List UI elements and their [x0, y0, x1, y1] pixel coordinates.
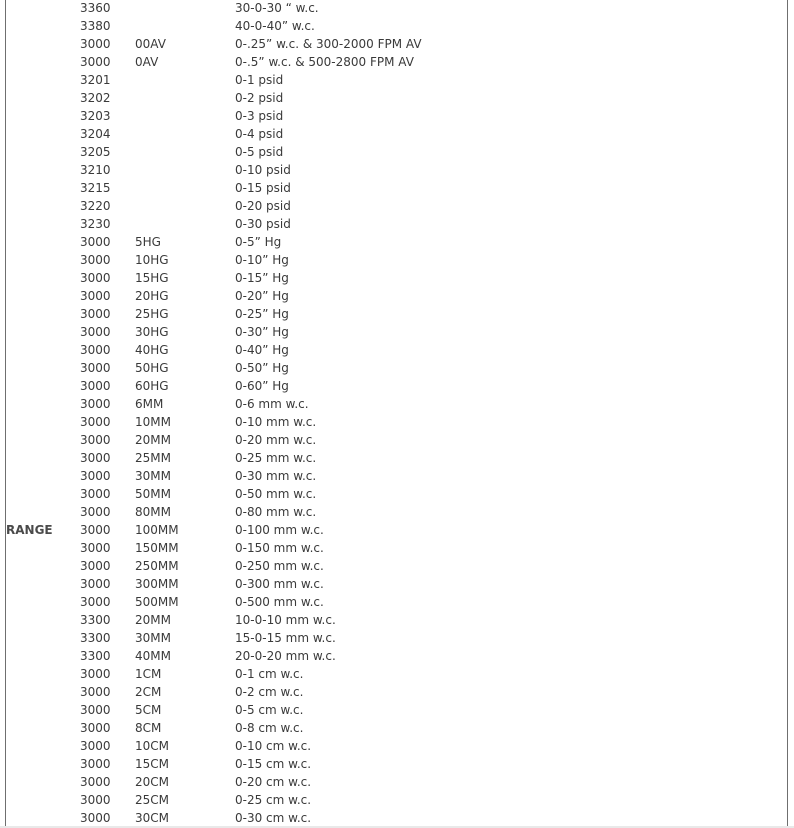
model-number-cell: 3380 [80, 19, 111, 33]
table-row [0, 323, 794, 341]
model-number-cell: 3205 [80, 145, 111, 159]
model-number-cell: 3000 [80, 793, 111, 807]
range-code-cell: 80MM [135, 505, 171, 519]
table-row [0, 161, 794, 179]
range-value-cell: 0-3 psid [235, 109, 284, 123]
range-code-cell: 20HG [135, 289, 169, 303]
model-number-cell: 3202 [80, 91, 111, 105]
table-row [0, 251, 794, 269]
table-row [0, 197, 794, 215]
model-number-cell: 3000 [80, 55, 111, 69]
table-row [0, 143, 794, 161]
table-row [0, 449, 794, 467]
table-row [0, 107, 794, 125]
table-row [0, 395, 794, 413]
range-value-cell: 0-25” Hg [235, 307, 289, 321]
model-number-cell: 3000 [80, 253, 111, 267]
model-number-cell: 3000 [80, 739, 111, 753]
table-row [0, 413, 794, 431]
range-code-cell: 00AV [135, 37, 166, 51]
table-row [0, 233, 794, 251]
range-value-cell: 0-2 cm w.c. [235, 685, 304, 699]
range-code-cell: 250MM [135, 559, 179, 573]
range-value-cell: 0-80 mm w.c. [235, 505, 317, 519]
range-value-cell: 0-50” Hg [235, 361, 289, 375]
table-row [0, 125, 794, 143]
range-value-cell: 0-40” Hg [235, 343, 289, 357]
range-value-cell: 0-2 psid [235, 91, 284, 105]
table-row [0, 647, 794, 665]
table-row [0, 809, 794, 827]
range-value-cell: 0-5 psid [235, 145, 284, 159]
range-code-cell: 10MM [135, 415, 171, 429]
model-number-cell: 3000 [80, 541, 111, 555]
table-row [0, 791, 794, 809]
table-row [0, 467, 794, 485]
range-value-cell: 0-20 mm w.c. [235, 433, 317, 447]
range-code-cell: 50HG [135, 361, 169, 375]
range-value-cell: 15-0-15 mm w.c. [235, 631, 336, 645]
range-value-cell: 40-0-40” w.c. [235, 19, 315, 33]
model-number-cell: 3000 [80, 37, 111, 51]
model-number-cell: 3000 [80, 235, 111, 249]
table-row [0, 593, 794, 611]
range-section-label: RANGE [6, 523, 53, 537]
table-row [0, 629, 794, 647]
model-number-cell: 3000 [80, 811, 111, 825]
model-number-cell: 3300 [80, 631, 111, 645]
range-value-cell: 0-20” Hg [235, 289, 289, 303]
table-row [0, 557, 794, 575]
range-value-cell: 0-10 psid [235, 163, 291, 177]
table-row [0, 485, 794, 503]
range-value-cell: 20-0-20 mm w.c. [235, 649, 336, 663]
model-number-cell: 3000 [80, 685, 111, 699]
range-value-cell: 0-15 cm w.c. [235, 757, 312, 771]
range-code-cell: 15CM [135, 757, 170, 771]
range-value-cell: 0-.5” w.c. & 500-2800 FPM AV [235, 55, 414, 69]
range-value-cell: 0-60” Hg [235, 379, 289, 393]
range-value-cell: 0-.25” w.c. & 300-2000 FPM AV [235, 37, 422, 51]
table-row [0, 269, 794, 287]
table-row [0, 575, 794, 593]
range-value-cell: 0-20 cm w.c. [235, 775, 312, 789]
table-row [0, 683, 794, 701]
range-value-cell: 0-300 mm w.c. [235, 577, 324, 591]
range-value-cell: 0-30” Hg [235, 325, 289, 339]
range-value-cell: 0-30 mm w.c. [235, 469, 317, 483]
range-value-cell: 0-10” Hg [235, 253, 289, 267]
table-row [0, 35, 794, 53]
range-code-cell: 100MM [135, 523, 179, 537]
model-number-cell: 3000 [80, 415, 111, 429]
model-number-cell: 3000 [80, 325, 111, 339]
table-row [0, 341, 794, 359]
table-row [0, 17, 794, 35]
range-value-cell: 10-0-10 mm w.c. [235, 613, 336, 627]
range-code-cell: 25HG [135, 307, 169, 321]
model-number-cell: 3220 [80, 199, 111, 213]
range-value-cell: 0-20 psid [235, 199, 291, 213]
model-number-cell: 3000 [80, 469, 111, 483]
range-value-cell: 0-10 cm w.c. [235, 739, 312, 753]
model-number-cell: 3000 [80, 343, 111, 357]
table-row [0, 701, 794, 719]
range-code-cell: 20CM [135, 775, 170, 789]
range-code-cell: 300MM [135, 577, 179, 591]
range-code-cell: 2CM [135, 685, 162, 699]
range-code-cell: 60HG [135, 379, 169, 393]
range-code-cell: 50MM [135, 487, 171, 501]
model-number-cell: 3000 [80, 775, 111, 789]
range-code-cell: 30MM [135, 469, 171, 483]
model-number-cell: 3000 [80, 433, 111, 447]
range-value-cell: 0-30 psid [235, 217, 291, 231]
range-value-cell: 0-6 mm w.c. [235, 397, 309, 411]
model-number-cell: 3000 [80, 487, 111, 501]
range-code-cell: 20MM [135, 613, 171, 627]
model-number-cell: 3000 [80, 577, 111, 591]
range-value-cell: 0-25 mm w.c. [235, 451, 317, 465]
model-number-cell: 3000 [80, 721, 111, 735]
model-number-cell: 3000 [80, 271, 111, 285]
model-number-cell: 3300 [80, 649, 111, 663]
model-number-cell: 3000 [80, 595, 111, 609]
model-number-cell: 3204 [80, 127, 111, 141]
range-value-cell: 0-150 mm w.c. [235, 541, 324, 555]
range-code-cell: 10CM [135, 739, 170, 753]
table-row [0, 89, 794, 107]
model-number-cell: 3000 [80, 505, 111, 519]
range-code-cell: 500MM [135, 595, 179, 609]
range-code-cell: 0AV [135, 55, 159, 69]
range-code-cell: 40HG [135, 343, 169, 357]
table-row [0, 521, 794, 539]
table-row [0, 665, 794, 683]
table-row [0, 359, 794, 377]
model-number-cell: 3000 [80, 703, 111, 717]
table-row [0, 53, 794, 71]
model-number-cell: 3215 [80, 181, 111, 195]
table-row [0, 215, 794, 233]
model-number-cell: 3000 [80, 451, 111, 465]
table-row [0, 179, 794, 197]
model-number-cell: 3201 [80, 73, 111, 87]
table-row [0, 719, 794, 737]
range-value-cell: 0-5 cm w.c. [235, 703, 304, 717]
model-number-cell: 3000 [80, 667, 111, 681]
model-number-cell: 3360 [80, 1, 111, 15]
range-value-cell: 30-0-30 “ w.c. [235, 1, 319, 15]
range-code-cell: 150MM [135, 541, 179, 555]
table-row [0, 773, 794, 791]
table-row [0, 755, 794, 773]
model-number-cell: 3203 [80, 109, 111, 123]
table-row [0, 539, 794, 557]
table-row [0, 503, 794, 521]
model-number-cell: 3000 [80, 289, 111, 303]
range-value-cell: 0-500 mm w.c. [235, 595, 324, 609]
range-code-cell: 40MM [135, 649, 171, 663]
model-number-cell: 3000 [80, 523, 111, 537]
table-row [0, 611, 794, 629]
range-value-cell: 0-100 mm w.c. [235, 523, 324, 537]
range-code-cell: 30HG [135, 325, 169, 339]
range-code-cell: 5CM [135, 703, 162, 717]
table-row [0, 737, 794, 755]
range-code-cell: 25CM [135, 793, 170, 807]
range-value-cell: 0-15” Hg [235, 271, 289, 285]
range-code-cell: 10HG [135, 253, 169, 267]
model-number-cell: 3230 [80, 217, 111, 231]
model-number-cell: 3000 [80, 379, 111, 393]
range-code-cell: 15HG [135, 271, 169, 285]
table-row [0, 0, 794, 17]
table-row [0, 287, 794, 305]
range-value-cell: 0-30 cm w.c. [235, 811, 312, 825]
model-number-cell: 3000 [80, 397, 111, 411]
range-code-cell: 30MM [135, 631, 171, 645]
model-number-cell: 3000 [80, 307, 111, 321]
range-code-cell: 30CM [135, 811, 170, 825]
table-row [0, 377, 794, 395]
range-code-cell: 8CM [135, 721, 162, 735]
range-value-cell: 0-8 cm w.c. [235, 721, 304, 735]
range-code-cell: 25MM [135, 451, 171, 465]
range-value-cell: 0-1 psid [235, 73, 284, 87]
model-number-cell: 3000 [80, 361, 111, 375]
model-number-cell: 3000 [80, 559, 111, 573]
range-code-cell: 6MM [135, 397, 164, 411]
range-value-cell: 0-250 mm w.c. [235, 559, 324, 573]
range-value-cell: 0-4 psid [235, 127, 284, 141]
range-value-cell: 0-50 mm w.c. [235, 487, 317, 501]
range-value-cell: 0-10 mm w.c. [235, 415, 317, 429]
range-code-cell: 5HG [135, 235, 161, 249]
range-code-cell: 20MM [135, 433, 171, 447]
model-number-cell: 3000 [80, 757, 111, 771]
range-code-cell: 1CM [135, 667, 162, 681]
model-number-cell: 3210 [80, 163, 111, 177]
table-row [0, 305, 794, 323]
table-row [0, 431, 794, 449]
table-row [0, 71, 794, 89]
range-value-cell: 0-1 cm w.c. [235, 667, 304, 681]
range-value-cell: 0-25 cm w.c. [235, 793, 312, 807]
range-value-cell: 0-15 psid [235, 181, 291, 195]
range-value-cell: 0-5” Hg [235, 235, 282, 249]
model-number-cell: 3300 [80, 613, 111, 627]
